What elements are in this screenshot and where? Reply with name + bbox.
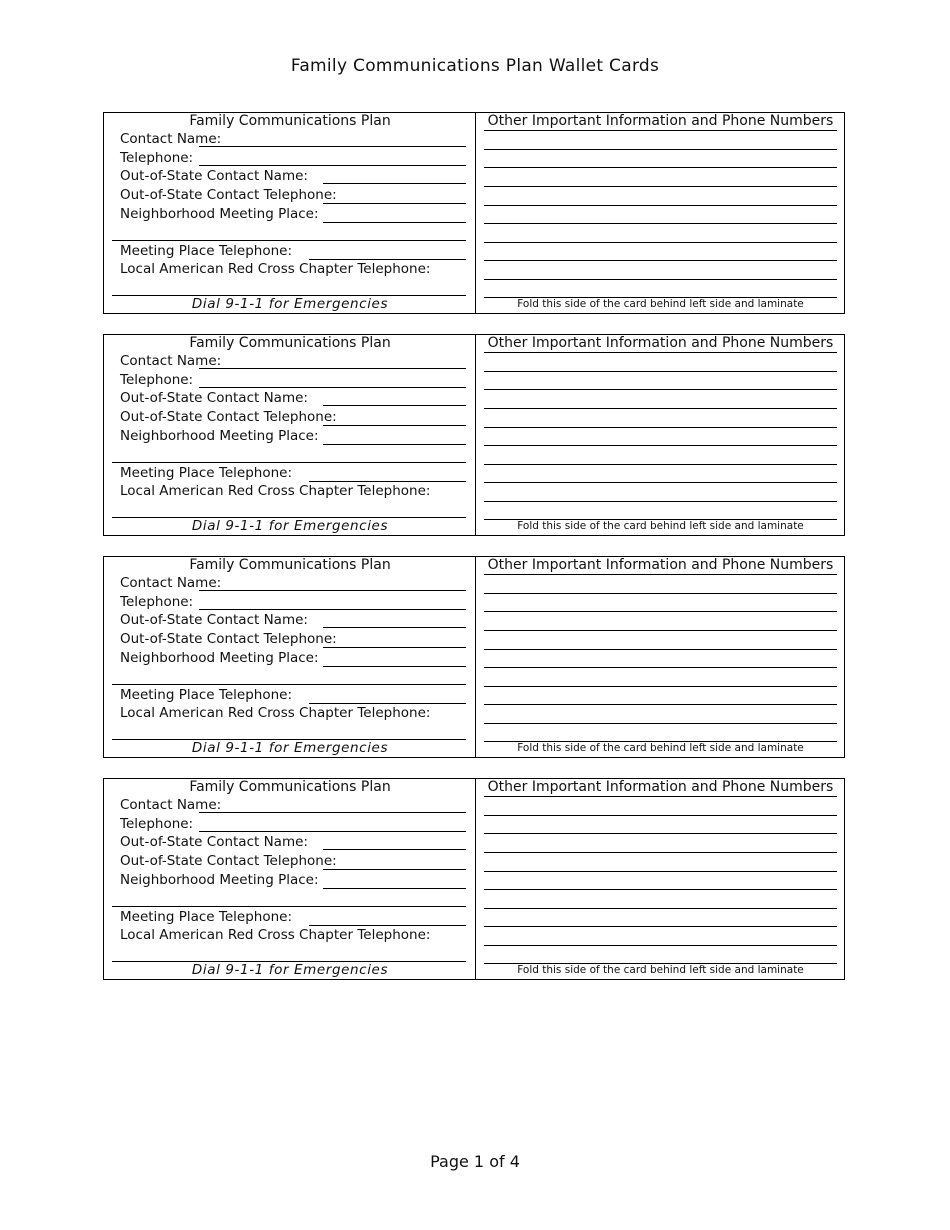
card-front (104, 113, 476, 313)
card-back (476, 557, 844, 757)
right-heading: Other Important Information and Phone Numbers (487, 557, 834, 573)
field-label-telephone: Telephone: (120, 150, 194, 166)
notes-line[interactable] (484, 535, 837, 536)
notes-line[interactable] (484, 186, 837, 187)
field-entry-line[interactable] (323, 647, 466, 648)
notes-line[interactable] (484, 149, 837, 150)
wallet-card (103, 556, 845, 758)
field-label-contact-name: Contact Name: (120, 797, 222, 813)
field-entry-line[interactable] (112, 462, 466, 463)
notes-line[interactable] (484, 445, 837, 446)
notes-line[interactable] (484, 242, 837, 243)
field-entry-line[interactable] (323, 888, 466, 889)
card-heading: Family Communications Plan (189, 779, 391, 795)
field-entry-line[interactable] (323, 444, 466, 445)
fold-note: Fold this side of the card behind left side and laminate (517, 964, 804, 976)
notes-line[interactable] (484, 167, 837, 168)
notes-line[interactable] (484, 908, 837, 909)
notes-line[interactable] (484, 574, 837, 575)
notes-line[interactable] (484, 833, 837, 834)
right-heading: Other Important Information and Phone Numbers (487, 113, 834, 129)
field-entry-line[interactable] (112, 684, 466, 685)
field-label-contact-name: Contact Name: (120, 353, 222, 369)
field-entry-line[interactable] (323, 203, 466, 204)
notes-line[interactable] (484, 704, 837, 705)
page-number: Page 1 of 4 (430, 1152, 520, 1171)
field-label-oos-contact-telephone: Out-of-State Contact Telephone: (120, 409, 337, 425)
field-label-oos-contact-name: Out-of-State Contact Name: (120, 612, 308, 628)
notes-line[interactable] (484, 130, 837, 131)
field-entry-line[interactable] (199, 387, 466, 388)
field-label-red-cross-telephone: Local American Red Cross Chapter Telephone: (120, 705, 431, 721)
field-label-oos-contact-name: Out-of-State Contact Name: (120, 834, 308, 850)
emergency-note: Dial 9-1-1 for Emergencies (191, 518, 389, 534)
card-front (104, 557, 476, 757)
field-label-red-cross-telephone: Local American Red Cross Chapter Telephone: (120, 261, 431, 277)
field-label-telephone: Telephone: (120, 816, 194, 832)
fold-note: Fold this side of the card behind left side and laminate (517, 298, 804, 310)
notes-line[interactable] (484, 871, 837, 872)
notes-line[interactable] (484, 757, 837, 758)
field-label-red-cross-telephone: Local American Red Cross Chapter Telephone: (120, 483, 431, 499)
notes-line[interactable] (484, 313, 837, 314)
field-entry-line[interactable] (309, 481, 466, 482)
notes-line[interactable] (484, 205, 837, 206)
notes-line[interactable] (484, 223, 837, 224)
right-heading: Other Important Information and Phone Numbers (487, 335, 834, 351)
field-entry-line[interactable] (309, 703, 466, 704)
field-label-red-cross-telephone: Local American Red Cross Chapter Telephone: (120, 927, 431, 943)
notes-line[interactable] (484, 852, 837, 853)
notes-line[interactable] (484, 815, 837, 816)
field-entry-line[interactable] (323, 183, 466, 184)
field-entry-line[interactable] (309, 259, 466, 260)
notes-line[interactable] (484, 926, 837, 927)
field-entry-line[interactable] (309, 925, 466, 926)
notes-line[interactable] (484, 352, 837, 353)
card-front (104, 779, 476, 979)
notes-line[interactable] (484, 371, 837, 372)
field-entry-line[interactable] (323, 222, 466, 223)
field-label-oos-contact-telephone: Out-of-State Contact Telephone: (120, 631, 337, 647)
field-entry-line[interactable] (112, 240, 466, 241)
field-entry-line[interactable] (323, 666, 466, 667)
wallet-card (103, 778, 845, 980)
field-entry-line[interactable] (323, 425, 466, 426)
notes-line[interactable] (484, 979, 837, 980)
notes-line[interactable] (484, 427, 837, 428)
field-label-oos-contact-telephone: Out-of-State Contact Telephone: (120, 853, 337, 869)
field-entry-line[interactable] (199, 146, 466, 147)
notes-line[interactable] (484, 889, 837, 890)
field-entry-line[interactable] (199, 812, 466, 813)
emergency-note: Dial 9-1-1 for Emergencies (191, 740, 389, 756)
notes-line[interactable] (484, 649, 837, 650)
card-front (104, 335, 476, 535)
wallet-card (103, 112, 845, 314)
field-label-oos-contact-name: Out-of-State Contact Name: (120, 168, 308, 184)
field-label-meeting-place-telephone: Meeting Place Telephone: (120, 909, 293, 925)
field-label-meeting-place-telephone: Meeting Place Telephone: (120, 465, 293, 481)
notes-line[interactable] (484, 723, 837, 724)
field-entry-line[interactable] (199, 368, 466, 369)
field-label-telephone: Telephone: (120, 594, 194, 610)
notes-line[interactable] (484, 389, 837, 390)
field-entry-line[interactable] (199, 831, 466, 832)
field-label-telephone: Telephone: (120, 372, 194, 388)
notes-line[interactable] (484, 464, 837, 465)
field-label-neighborhood-meeting-place: Neighborhood Meeting Place: (120, 206, 319, 222)
field-entry-line[interactable] (199, 165, 466, 166)
field-entry-line[interactable] (323, 869, 466, 870)
card-heading: Family Communications Plan (189, 335, 391, 351)
notes-line[interactable] (484, 611, 837, 612)
right-heading: Other Important Information and Phone Numbers (487, 779, 834, 795)
card-heading: Family Communications Plan (189, 113, 391, 129)
emergency-note: Dial 9-1-1 for Emergencies (191, 296, 389, 312)
emergency-note: Dial 9-1-1 for Emergencies (191, 962, 389, 978)
field-entry-line[interactable] (112, 906, 466, 907)
field-label-oos-contact-telephone: Out-of-State Contact Telephone: (120, 187, 337, 203)
field-entry-line[interactable] (323, 627, 466, 628)
field-label-meeting-place-telephone: Meeting Place Telephone: (120, 243, 293, 259)
wallet-card (103, 334, 845, 536)
notes-line[interactable] (484, 260, 837, 261)
field-entry-line[interactable] (199, 609, 466, 610)
field-label-oos-contact-name: Out-of-State Contact Name: (120, 390, 308, 406)
notes-line[interactable] (484, 482, 837, 483)
fold-note: Fold this side of the card behind left side and laminate (517, 520, 804, 532)
field-label-neighborhood-meeting-place: Neighborhood Meeting Place: (120, 872, 319, 888)
fold-note: Fold this side of the card behind left side and laminate (517, 742, 804, 754)
notes-line[interactable] (484, 408, 837, 409)
notes-line[interactable] (484, 593, 837, 594)
field-entry-line[interactable] (323, 405, 466, 406)
notes-line[interactable] (484, 796, 837, 797)
card-back (476, 779, 844, 979)
field-entry-line[interactable] (323, 849, 466, 850)
field-label-contact-name: Contact Name: (120, 131, 222, 147)
notes-line[interactable] (484, 630, 837, 631)
field-label-neighborhood-meeting-place: Neighborhood Meeting Place: (120, 428, 319, 444)
notes-line[interactable] (484, 667, 837, 668)
card-heading: Family Communications Plan (189, 557, 391, 573)
field-label-contact-name: Contact Name: (120, 575, 222, 591)
field-entry-line[interactable] (199, 590, 466, 591)
card-back (476, 113, 844, 313)
field-label-meeting-place-telephone: Meeting Place Telephone: (120, 687, 293, 703)
notes-line[interactable] (484, 945, 837, 946)
field-label-neighborhood-meeting-place: Neighborhood Meeting Place: (120, 650, 319, 666)
card-back (476, 335, 844, 535)
notes-line[interactable] (484, 501, 837, 502)
notes-line[interactable] (484, 279, 837, 280)
document-title: Family Communications Plan Wallet Cards (290, 56, 660, 76)
notes-line[interactable] (484, 686, 837, 687)
